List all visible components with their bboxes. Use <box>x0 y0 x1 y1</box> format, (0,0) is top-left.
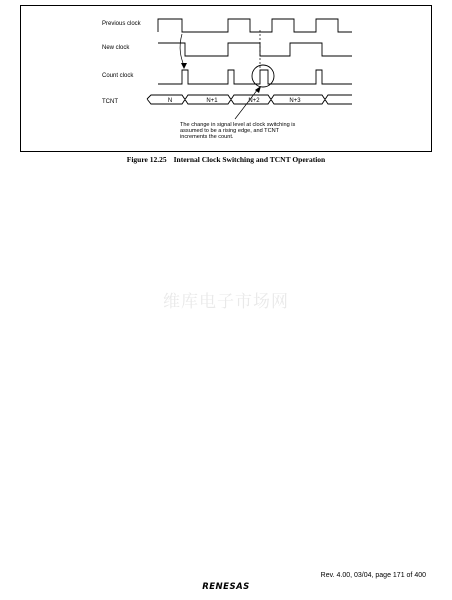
tcnt-label: TCNT <box>102 99 118 105</box>
count-clock-label: Count clock <box>102 73 134 79</box>
note-line-2: assumed to be a rising edge, and TCNT <box>180 128 280 134</box>
note-line-1: The change in signal level at clock switching is <box>180 122 296 128</box>
page-footer-revision: Rev. 4.00, 03/04, page 171 of 400 <box>320 572 426 579</box>
renesas-logo: RENESAS <box>202 582 250 592</box>
figure-title: Internal Clock Switching and TCNT Operation <box>173 155 326 164</box>
tcnt-value-n-plus-2: N+2 <box>248 98 260 104</box>
switch-arrow-curve <box>180 34 184 66</box>
note-line-3: increments the count. <box>180 134 234 140</box>
tcnt-value-n-plus-3: N+3 <box>289 98 301 104</box>
new-clock-label: New clock <box>102 45 130 51</box>
previous-clock-label: Previous clock <box>102 21 141 27</box>
watermark: 维库电子市场网 <box>163 292 289 312</box>
tcnt-value-n: N <box>167 98 173 104</box>
previous-clock-waveform <box>158 19 352 32</box>
count-clock-waveform <box>158 70 352 84</box>
switch-arrow-head-icon <box>181 63 187 69</box>
figure-caption <box>0 155 452 164</box>
new-clock-waveform <box>158 43 352 56</box>
tcnt-value-n-plus-1: N+1 <box>206 98 218 104</box>
figure-number: Figure 12.25 <box>126 155 167 164</box>
highlight-circle <box>252 65 274 87</box>
